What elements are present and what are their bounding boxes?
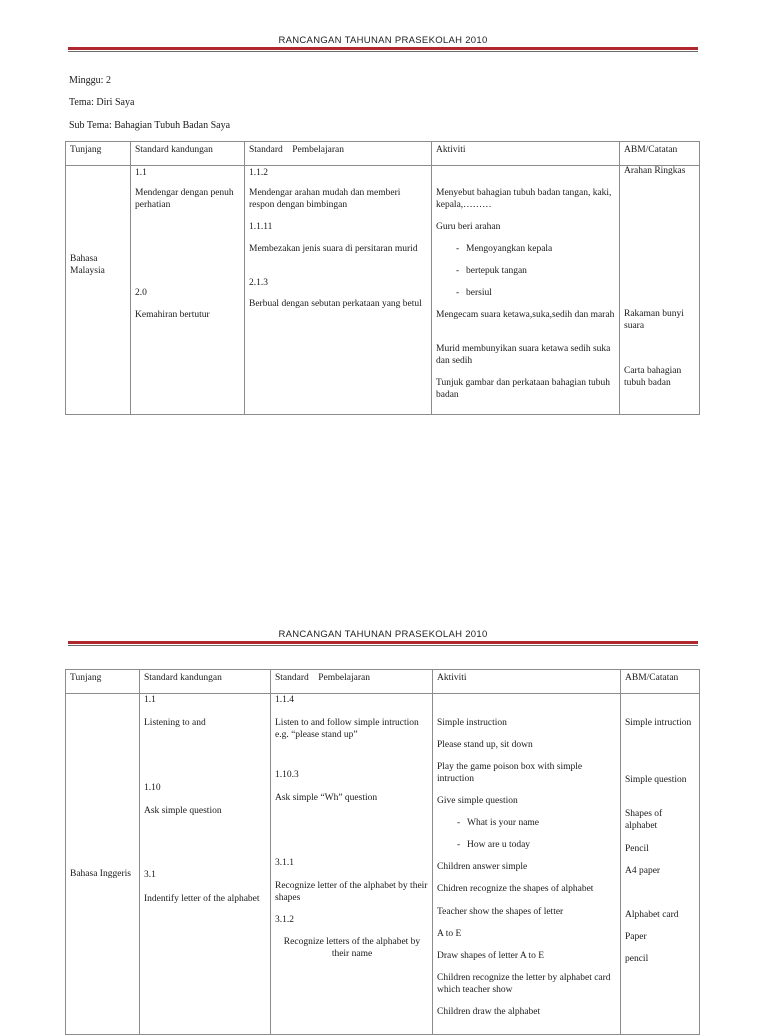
pembelajaran-code: 1.1.11 — [249, 222, 273, 232]
aktiviti-item: Simple instruction — [437, 718, 507, 728]
abm-item: A4 paper — [625, 866, 661, 876]
aktiviti-item: Mengecam suara ketawa,suka,sedih dan marah — [436, 310, 615, 320]
table-header-row — [66, 142, 700, 166]
aktiviti-item: Tunjuk gambar dan perkataan bahagian tubuh badan — [436, 378, 611, 400]
aktiviti-bullet: - bertepuk tangan — [436, 266, 616, 278]
pembelajaran-text: Ask simple “Wh” question — [275, 793, 378, 803]
aktiviti-item: Draw shapes of letter A to E — [437, 951, 545, 961]
abm-item: Arahan Ringkas — [624, 166, 686, 176]
aktiviti-bullet: - What is your name — [437, 818, 617, 830]
pembelajaran-text: Recognize letters of the alphabet by their name — [283, 937, 421, 959]
pembelajaran-code: 3.1.1 — [275, 858, 294, 868]
abm-item: Simple intruction — [625, 718, 692, 728]
aktiviti-item: Chidren recognize the shapes of alphabet — [437, 884, 594, 894]
aktiviti-item: Play the game poison box with simple intruction — [437, 762, 583, 784]
pembelajaran-code: 1.1.4 — [275, 695, 294, 705]
kandungan-text: Listening to and — [144, 718, 206, 728]
table-row — [66, 166, 700, 415]
kandungan-text: Indentify letter of the alphabet — [144, 894, 260, 904]
tunjang-cell: Bahasa Inggeris — [70, 869, 131, 879]
header-divider — [68, 47, 698, 50]
kandungan-code: 1.1 — [144, 695, 156, 705]
kandungan-code: 2.0 — [135, 288, 147, 298]
aktiviti-item: Children draw the alphabet — [437, 1007, 541, 1017]
pembelajaran-text: Berbual dengan sebutan perkataan yang betul — [249, 299, 422, 309]
subtema-line: Sub Tema: Bahagian Tubuh Badan Saya — [69, 120, 231, 131]
plan-table-bahasa-malaysia — [65, 141, 700, 415]
pembelajaran-code: 3.1.2 — [275, 915, 294, 925]
pembelajaran-text: Mendengar arahan mudah dan memberi respon dengan bimbingan — [249, 188, 401, 210]
abm-item: Rakaman bunyi suara — [624, 309, 684, 331]
col-header-abm: ABM/Catatan — [621, 670, 700, 694]
col-header-pembelajaran: Standard Pembelajaran — [271, 670, 433, 694]
abm-item: pencil — [625, 954, 649, 964]
aktiviti-bullet: - Mengoyangkan kepala — [436, 244, 616, 256]
aktiviti-item: A to E — [437, 929, 462, 939]
kandungan-code: 1.10 — [144, 783, 161, 793]
aktiviti-item: Children recognize the letter by alphabet card which teacher show — [437, 973, 611, 995]
kandungan-code: 3.1 — [144, 870, 156, 880]
col-header-abm: ABM/Catatan — [620, 142, 700, 166]
aktiviti-item: Teacher show the shapes of letter — [437, 907, 564, 917]
table-header-row — [66, 670, 700, 694]
aktiviti-item: Menyebut bahagian tubuh badan tangan, kaki, kepala,……… — [436, 188, 612, 210]
aktiviti-item: Guru beri arahan — [436, 222, 501, 232]
aktiviti-item: Murid membunyikan suara ketawa sedih suka dan sedih — [436, 344, 611, 366]
kandungan-text: Mendengar dengan penuh perhatian — [135, 188, 234, 210]
table-row — [66, 694, 700, 1035]
aktiviti-bullet: - bersiul — [436, 288, 616, 300]
abm-item: Pencil — [625, 844, 649, 854]
pembelajaran-code: 2.1.3 — [249, 278, 268, 288]
page-header-title: RANCANGAN TAHUNAN PRASEKOLAH 2010 — [278, 629, 488, 640]
col-header-tunjang: Tunjang — [66, 670, 140, 694]
abm-item: Shapes of alphabet — [625, 809, 663, 831]
minggu-line: Minggu: 2 — [69, 75, 111, 86]
pembelajaran-code: 1.1.2 — [249, 168, 268, 178]
kandungan-text: Ask simple question — [144, 806, 222, 816]
pembelajaran-text: Recognize letter of the alphabet by their shapes — [275, 881, 428, 903]
aktiviti-item: Please stand up, sit down — [437, 740, 533, 750]
col-header-kandungan: Standard kandungan — [131, 142, 245, 166]
aktiviti-bullet: - How are u today — [437, 840, 617, 852]
col-header-kandungan: Standard kandungan — [140, 670, 271, 694]
pembelajaran-code: 1.10.3 — [275, 770, 299, 780]
tunjang-cell: Bahasa Malaysia — [70, 254, 105, 276]
aktiviti-item: Children answer simple — [437, 862, 528, 872]
col-header-tunjang: Tunjang — [66, 142, 131, 166]
page-header-title: RANCANGAN TAHUNAN PRASEKOLAH 2010 — [278, 35, 488, 46]
abm-item: Paper — [625, 932, 647, 942]
plan-table-bahasa-inggeris — [65, 669, 700, 1035]
kandungan-text: Kemahiran bertutur — [135, 310, 210, 320]
abm-item: Carta bahagian tubuh badan — [624, 366, 682, 388]
kandungan-code: 1.1 — [135, 168, 147, 178]
col-header-aktiviti: Aktiviti — [433, 670, 621, 694]
abm-item: Simple question — [625, 775, 687, 785]
col-header-aktiviti: Aktiviti — [432, 142, 620, 166]
aktiviti-item: Give simple question — [437, 796, 518, 806]
tema-line: Tema: Diri Saya — [69, 97, 135, 108]
pembelajaran-text: Listen to and follow simple intruction e.g. “please stand up” — [275, 718, 419, 740]
pembelajaran-text: Membezakan jenis suara di persitaran murid — [249, 244, 418, 254]
header-divider — [68, 641, 698, 644]
col-header-pembelajaran: Standard Pembelajaran — [245, 142, 432, 166]
abm-item: Alphabet card — [625, 910, 679, 920]
